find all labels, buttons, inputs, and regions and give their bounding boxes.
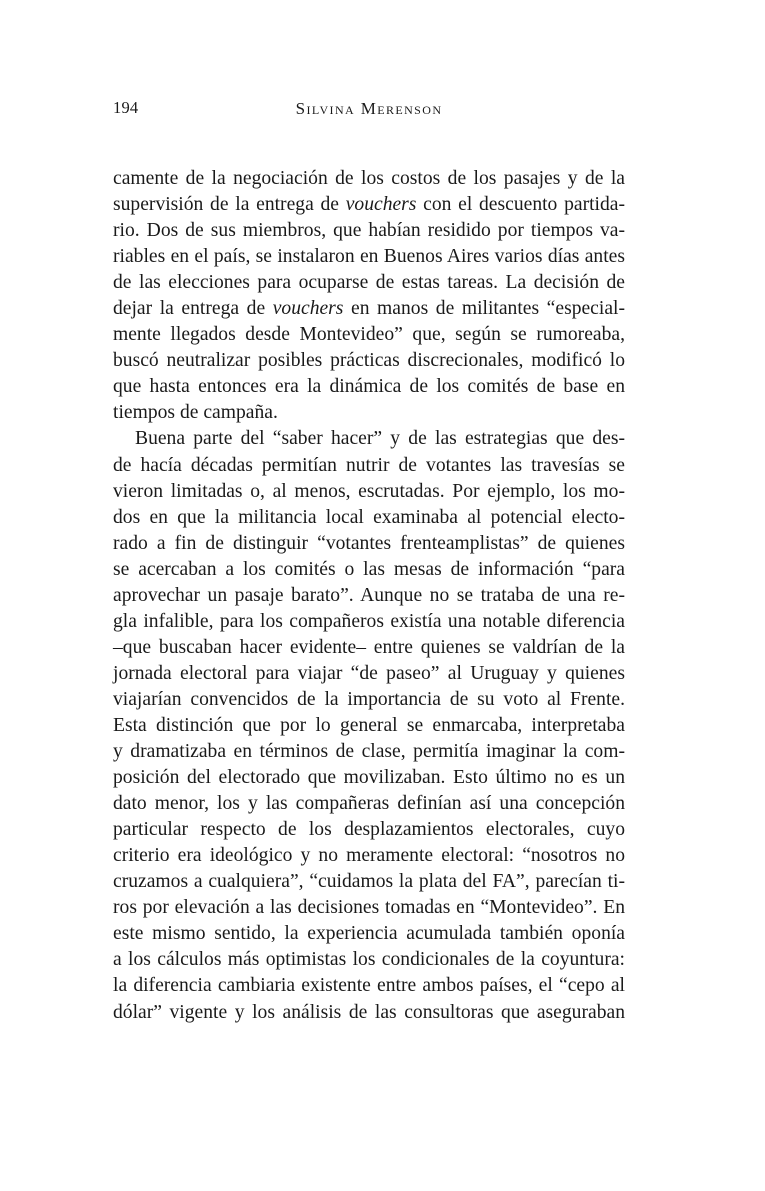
text-line bbox=[113, 218, 625, 244]
text-line bbox=[113, 869, 625, 895]
text-run: de hacía décadas permitían nutrir de votantes las travesías se bbox=[113, 454, 625, 476]
text-run: –que buscaban hacer evidente– entre quienes se valdrían de la bbox=[113, 636, 625, 658]
running-header bbox=[113, 98, 625, 122]
text-line bbox=[113, 192, 625, 218]
text-line bbox=[113, 609, 625, 635]
text-line bbox=[113, 1000, 625, 1026]
text-line bbox=[113, 687, 625, 713]
text-line bbox=[113, 531, 625, 557]
text-run: camente de la negociación de los costos de los pasajes y de la bbox=[113, 168, 625, 189]
text-line bbox=[113, 973, 625, 999]
text-run: que hasta entonces era la dinámica de los comités de base en bbox=[113, 376, 625, 398]
page-number: 194 bbox=[113, 98, 139, 117]
text-run: jornada electoral para viajar “de paseo” al Uruguay y quienes bbox=[113, 662, 625, 684]
text-run: en manos de militantes “especial- bbox=[343, 298, 625, 320]
text-line bbox=[113, 765, 625, 791]
text-line bbox=[113, 166, 625, 192]
paragraph bbox=[113, 166, 625, 426]
text-line bbox=[113, 557, 625, 583]
text-run: dejar la entrega de bbox=[113, 298, 273, 320]
text-line bbox=[113, 895, 625, 921]
text-run: aprovechar un pasaje barato”. Aunque no se trataba de una re- bbox=[113, 584, 625, 606]
text-line bbox=[113, 453, 625, 479]
text-line bbox=[113, 739, 625, 765]
text-line bbox=[113, 426, 625, 452]
text-run: posición del electorado que movilizaban. Esto último no es un bbox=[113, 767, 625, 789]
text-line bbox=[113, 270, 625, 296]
text-run: criterio era ideológico y no meramente electoral: “nosotros no bbox=[113, 845, 625, 867]
text-line bbox=[113, 817, 625, 843]
text-run: gla infalible, para los compañeros existía una notable diferencia bbox=[113, 610, 625, 632]
text-line bbox=[113, 921, 625, 947]
text-line bbox=[113, 296, 625, 322]
body-text bbox=[113, 166, 625, 1026]
text-run: supervisión de la entrega de bbox=[113, 194, 346, 216]
text-run: y dramatizaba en términos de clase, permitía imaginar la com- bbox=[113, 741, 625, 763]
text-run: buscó neutralizar posibles prácticas discrecionales, modificó lo bbox=[113, 350, 625, 372]
text-run: con el descuento partida- bbox=[416, 194, 625, 216]
italic-term: vouchers bbox=[272, 298, 344, 320]
text-line bbox=[113, 713, 625, 739]
text-line bbox=[113, 661, 625, 687]
text-run: la diferencia cambiaria existente entre ambos países, el “cepo al bbox=[113, 975, 625, 997]
text-run: dólar” vigente y los análisis de las consultoras que aseguraban bbox=[113, 1001, 625, 1023]
text-run: a los cálculos más optimistas los condicionales de la coyuntura: bbox=[113, 949, 625, 971]
paragraph bbox=[113, 426, 625, 1025]
text-line bbox=[113, 322, 625, 348]
text-run: dos en que la militancia local examinaba al potencial electo- bbox=[113, 506, 625, 528]
text-run: Buena parte del “saber hacer” y de las estrategias que des- bbox=[135, 428, 625, 450]
running-title: Silvina Merenson bbox=[295, 99, 443, 118]
text-run: rado a fin de distinguir “votantes frenteamplistas” de quienes bbox=[113, 532, 625, 554]
text-run: rio. Dos de sus miembros, que habían residido por tiempos va- bbox=[113, 220, 625, 242]
text-run: se acercaban a los comités o las mesas de información “para bbox=[113, 558, 625, 580]
text-line bbox=[113, 583, 625, 609]
text-line bbox=[113, 348, 625, 374]
text-line bbox=[113, 374, 625, 400]
text-run: mente llegados desde Montevideo” que, según se rumoreaba, bbox=[113, 324, 625, 346]
text-run: tiempos de campaña. bbox=[113, 402, 278, 424]
text-run: particular respecto de los desplazamientos electorales, cuyo bbox=[113, 819, 625, 841]
text-run: dato menor, los y las compañeras definían así una concepción bbox=[113, 793, 625, 815]
text-line bbox=[113, 791, 625, 817]
text-run: riables en el país, se instalaron en Buenos Aires varios días antes bbox=[113, 246, 625, 268]
italic-term: vouchers bbox=[345, 194, 417, 216]
text-line bbox=[113, 400, 625, 426]
text-line bbox=[113, 947, 625, 973]
text-run: Esta distinción que por lo general se enmarcaba, interpretaba bbox=[113, 714, 625, 736]
text-run: cruzamos a cualquiera”, “cuidamos la plata del FA”, parecían ti- bbox=[113, 871, 625, 893]
text-line bbox=[113, 635, 625, 661]
text-run: de las elecciones para ocuparse de estas tareas. La decisión de bbox=[113, 272, 625, 294]
text-run: ros por elevación a las decisiones tomadas en “Montevideo”. En bbox=[113, 897, 625, 919]
text-run: este mismo sentido, la experiencia acumulada también oponía bbox=[113, 923, 625, 945]
text-line bbox=[113, 843, 625, 869]
text-run: vieron limitadas o, al menos, escrutadas. Por ejemplo, los mo- bbox=[113, 480, 625, 502]
text-line bbox=[113, 505, 625, 531]
text-run: viajarían convencidos de la importancia de su voto al Frente. bbox=[113, 688, 625, 710]
text-line bbox=[113, 479, 625, 505]
text-line bbox=[113, 244, 625, 270]
